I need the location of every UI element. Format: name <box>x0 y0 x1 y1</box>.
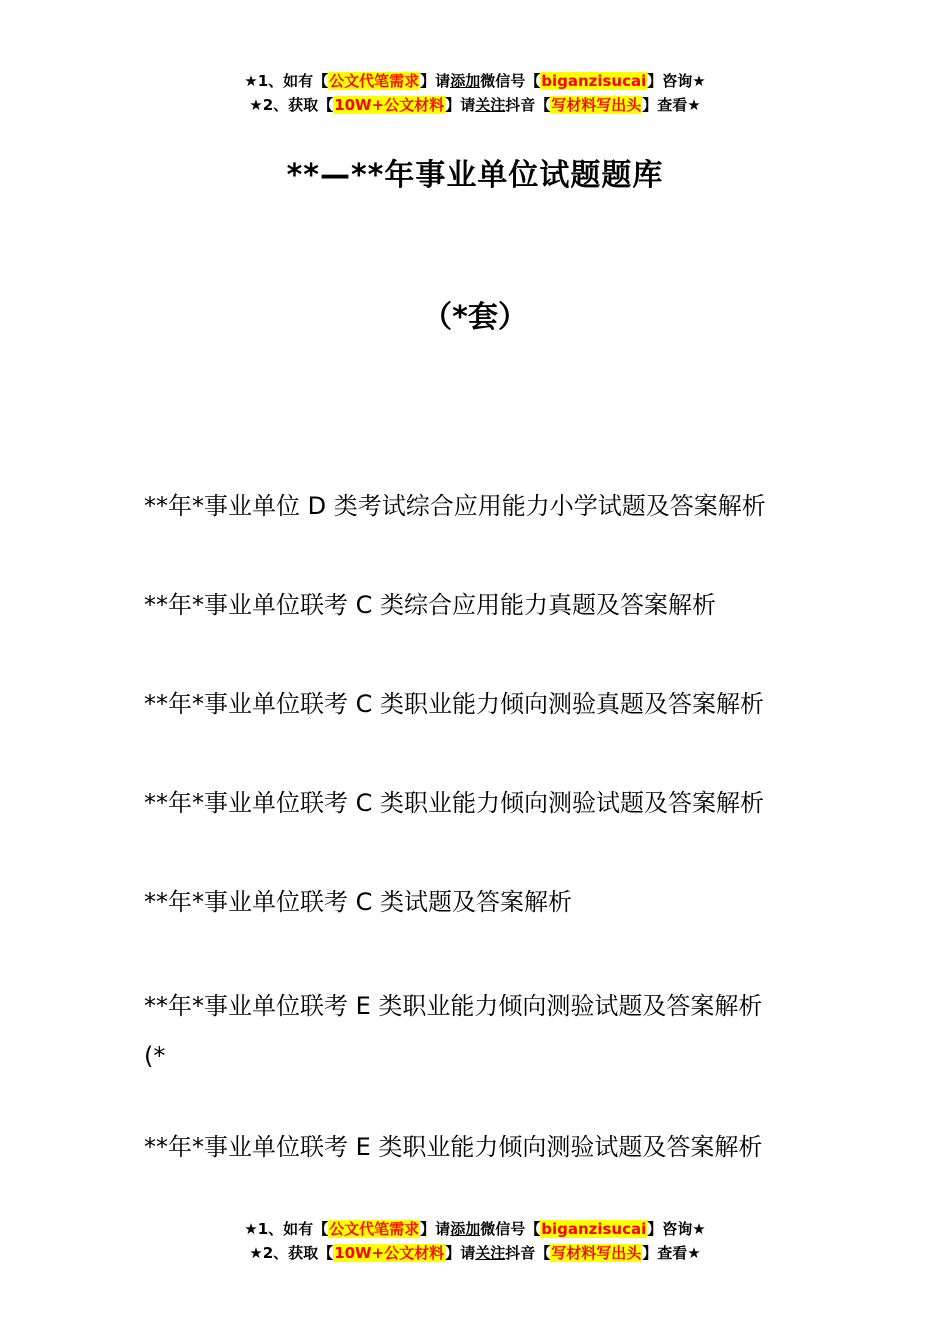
promo-text: 微信号【 <box>480 1220 541 1238</box>
promo-text: 】查看★ <box>642 1244 701 1262</box>
promo-text: 微信号【 <box>480 72 541 90</box>
promo-text: 】查看★ <box>642 96 701 114</box>
toc-item: **年*事业单位联考 C 类职业能力倾向测验真题及答案解析 <box>144 690 765 718</box>
toc-item: **年*事业单位联考 C 类职业能力倾向测验试题及答案解析 <box>144 789 765 817</box>
promo-text: 抖音【 <box>505 96 551 114</box>
promo-text: ★1、如有【 <box>244 72 329 90</box>
toc-item: **年*事业单位 D 类考试综合应用能力小学试题及答案解析 <box>144 492 766 520</box>
toc-item-line: **年*事业单位联考 E 类职业能力倾向测验试题及答案解析 <box>144 992 763 1020</box>
highlight-materials: 10W+公文材料 <box>334 1244 445 1262</box>
promo-text: ★2、获取【 <box>249 96 334 114</box>
promo-text: ★2、获取【 <box>249 1244 334 1262</box>
promo-line-1 <box>0 1217 950 1241</box>
document-subtitle: （*套） <box>422 300 528 335</box>
promo-line-2 <box>0 1241 950 1265</box>
promo-text: 】咨询★ <box>647 72 706 90</box>
promo-text: 】请 <box>445 1244 476 1262</box>
promo-text: 】咨询★ <box>647 1220 706 1238</box>
underlined-follow: 关注 <box>475 1244 506 1262</box>
promo-line-2 <box>0 93 950 117</box>
highlight-materials: 10W+公文材料 <box>334 96 445 114</box>
toc-item: **年*事业单位联考 C 类试题及答案解析 <box>144 888 573 916</box>
highlight-service: 公文代笔需求 <box>329 72 420 90</box>
promo-text: ★1、如有【 <box>244 1220 329 1238</box>
promo-text: 】请 <box>420 1220 451 1238</box>
highlight-douyin-id: 写材料写出头 <box>551 1244 642 1262</box>
promo-text: 】请 <box>420 72 451 90</box>
highlight-wechat-id: biganzisucai <box>541 72 647 90</box>
toc-list <box>144 486 824 1226</box>
toc-item: **年*事业单位联考 C 类综合应用能力真题及答案解析 <box>144 591 717 619</box>
toc-item: **年*事业单位联考 E 类职业能力倾向测验试题及答案解析 <box>144 1133 763 1161</box>
highlight-service: 公文代笔需求 <box>329 1220 420 1238</box>
toc-item <box>144 981 824 1081</box>
promo-text: 抖音【 <box>505 1244 551 1262</box>
document-title: **—**年事业单位试题题库 <box>286 158 664 193</box>
highlight-douyin-id: 写材料写出头 <box>551 96 642 114</box>
underlined-follow: 关注 <box>475 96 506 114</box>
promo-text: 】请 <box>445 96 476 114</box>
toc-item-line: (* <box>144 1042 166 1070</box>
promo-footer <box>0 1217 950 1265</box>
promo-line-1 <box>0 69 950 93</box>
underlined-add: 添加 <box>450 72 481 90</box>
underlined-add: 添加 <box>450 1220 481 1238</box>
highlight-wechat-id: biganzisucai <box>541 1220 647 1238</box>
promo-header <box>0 69 950 117</box>
